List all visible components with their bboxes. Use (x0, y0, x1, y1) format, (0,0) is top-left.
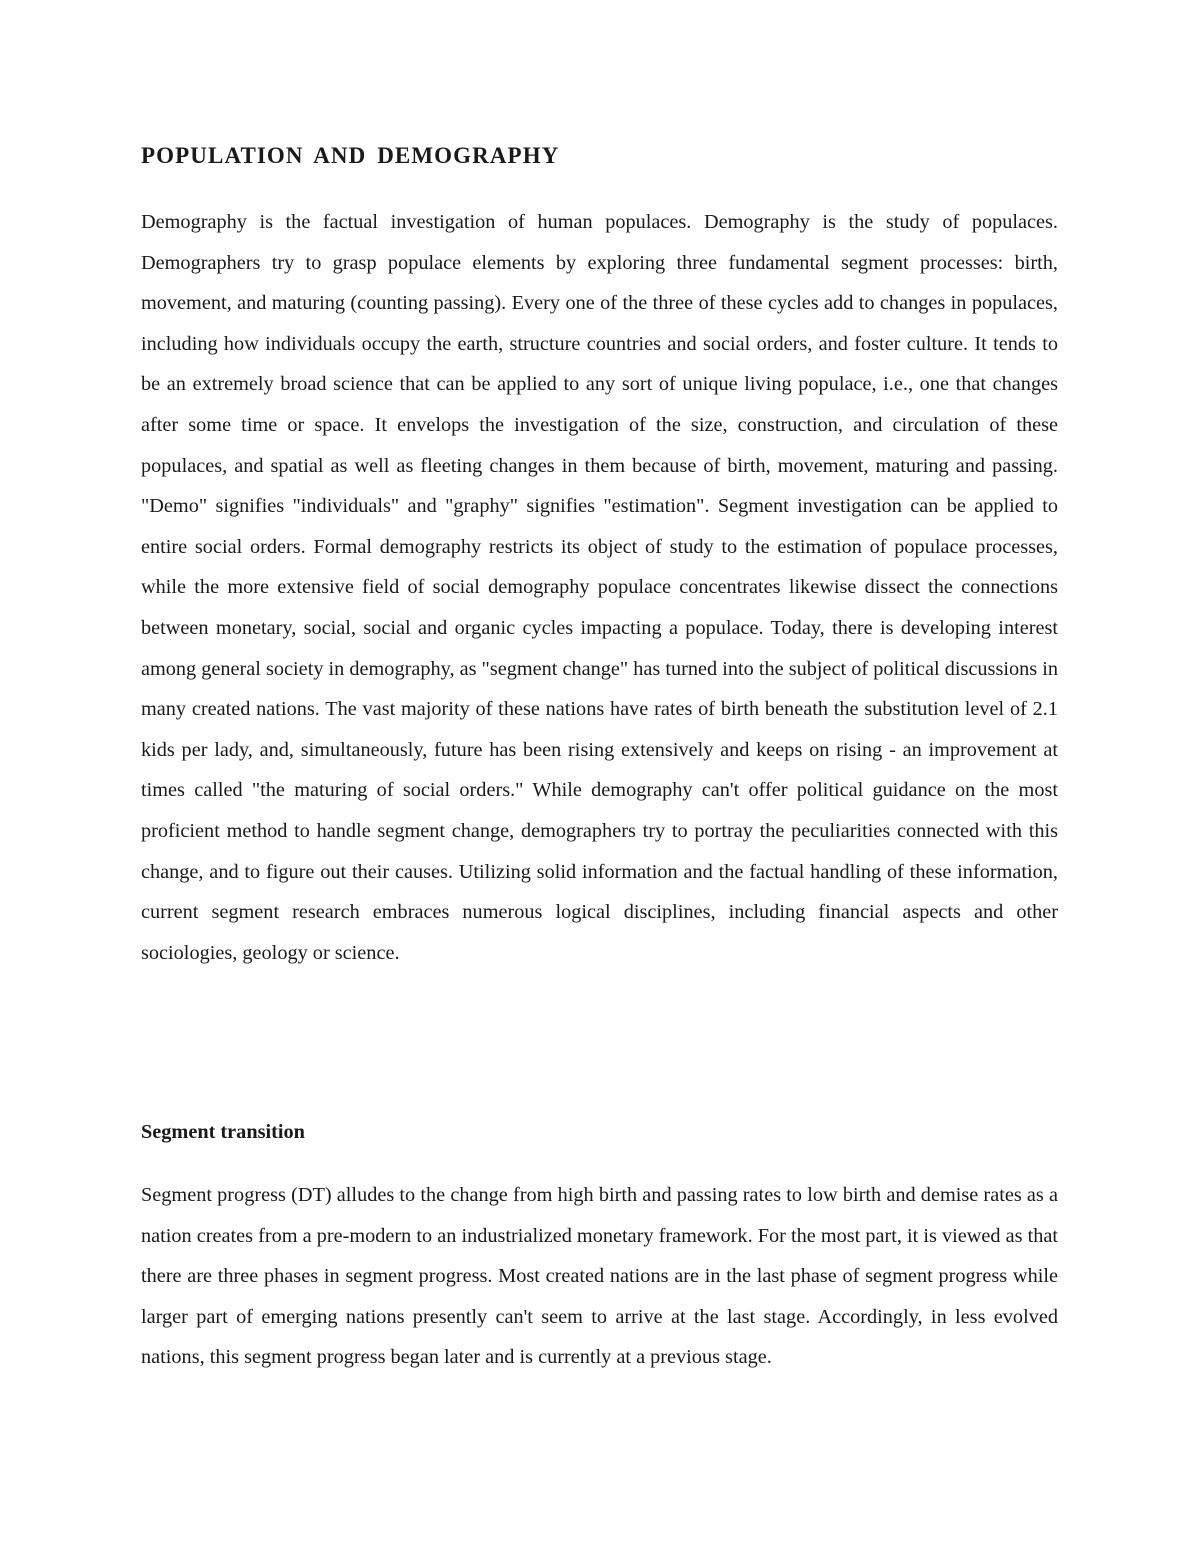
paragraph-demography: Demography is the factual investigation of human populaces. Demography is the study of populaces. Demographers try to grasp populace elements by exploring three fundamental segment processes: birth, movement, and maturing (counting passing). Every one of the three of these cycles add to changes in populaces, including how individuals occupy the earth, structure countries and social orders, and foster culture. It tends to be an extremely broad science that can be applied to any sort of unique living populace, i.e., one that changes after some time or space. It envelops the investigation of the size, construction, and circulation of these populaces, and spatial as well as fleeting changes in them because of birth, movement, maturing and passing. "Demo" signifies "individuals" and "graphy" signifies "estimation". Segment investigation can be applied to entire social orders. Formal demography restricts its object of study to the estimation of populace processes, while the more extensive field of social demography populace concentrates likewise dissect the connections between monetary, social, social and organic cycles impacting a populace. Today, there is developing interest among general society in demography, as "segment change" has turned into the subject of political discussions in many created nations. The vast majority of these nations have rates of birth beneath the substitution level of 2.1 kids per lady, and, simultaneously, future has been rising extensively and keeps on rising - an improvement at times called "the maturing of social orders." While demography can't offer political guidance on the most proficient method to handle segment change, demographers try to portray the peculiarities connected with this change, and to figure out their causes. Utilizing solid information and the factual handling of these information, current segment research embraces numerous logical disciplines, including financial aspects and other sociologies, geology or science. (141, 211, 1058, 964)
section-heading-segment-transition: Segment transition (141, 1121, 305, 1143)
document-title: POPULATION AND DEMOGRAPHY (141, 143, 560, 168)
paragraph-segment-transition: Segment progress (DT) alludes to the change from high birth and passing rates to low birth and demise rates as a nation creates from a pre-modern to an industrialized monetary framework. For the most part, it is viewed as that there are three phases in segment progress. Most created nations are in the last phase of segment progress while larger part of emerging nations presently can't seem to arrive at the last stage. Accordingly, in less evolved nations, this segment progress began later and is currently at a previous stage. (141, 1184, 1058, 1369)
